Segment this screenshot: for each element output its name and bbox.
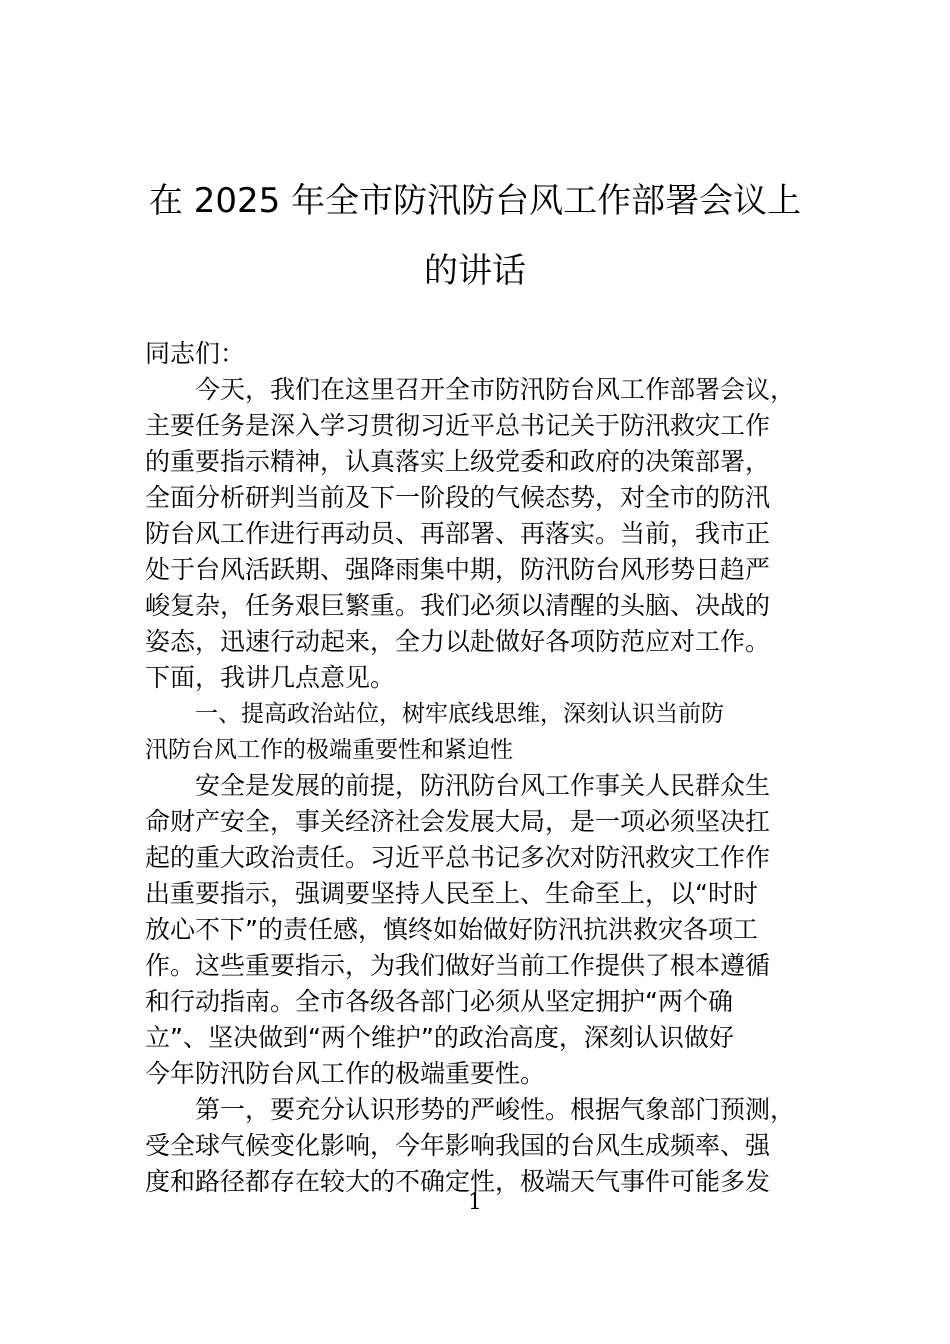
text-line: 第一，要充分认识形势的严峻性。根据气象部门预测， — [195, 1095, 796, 1124]
section-heading: 一、提高政治站位，树牢底线思维，深刻认识当前防 — [195, 701, 724, 727]
text-line: 姿态，迅速行动起来，全力以赴做好各项防范应对工作。 — [145, 627, 771, 656]
text-line: 受全球气候变化影响，今年影响我国的台风生成频率、强 — [145, 1131, 771, 1160]
document-title — [100, 166, 850, 306]
text-line: 立”、坚决做到“两个维护”的政治高度，深刻认识做好 — [145, 1023, 734, 1052]
text-line: 安全是发展的前提，防汛防台风工作事关人民群众生 — [195, 771, 771, 800]
text-line: 主要任务是深入学习贯彻习近平总书记关于防汛救灾工作 — [145, 411, 771, 440]
section-heading: 汛防台风工作的极端重要性和紧迫性 — [145, 737, 513, 763]
text-line: 今天，我们在这里召开全市防汛防台风工作部署会议， — [195, 375, 796, 404]
text-line: 度和路径都存在较大的不确定性，极端天气事件可能多发 — [145, 1167, 771, 1196]
text-line: 处于台风活跃期、强降雨集中期，防汛防台风形势日趋严 — [145, 555, 771, 584]
text-line: 和行动指南。全市各级各部门必须从坚定拥护“两个确 — [145, 987, 733, 1016]
document-body — [145, 336, 845, 1200]
title-line-1: 在 2025 年全市防汛防台风工作部署会议上 — [148, 181, 802, 221]
text-line: 峻复杂，任务艰巨繁重。我们必须以清醒的头脑、决战的 — [145, 591, 771, 620]
text-line: 起的重大政治责任。习近平总书记多次对防汛救灾工作作 — [145, 843, 771, 872]
salutation: 同志们： — [145, 339, 246, 368]
text-line: 出重要指示，强调要坚持人民至上、生命至上，以“时时 — [145, 879, 758, 908]
text-line: 的重要指示精神，认真落实上级党委和政府的决策部署， — [145, 447, 771, 476]
text-line: 作。这些重要指示，为我们做好当前工作提供了根本遵循 — [145, 951, 771, 980]
title-line-2: 的讲话 — [424, 251, 526, 291]
text-line: 今年防汛防台风工作的极端重要性。 — [145, 1059, 546, 1088]
text-line: 防台风工作进行再动员、再部署、再落实。当前，我市正 — [145, 519, 771, 548]
text-line: 下面，我讲几点意见。 — [145, 663, 396, 692]
text-line: 命财产安全，事关经济社会发展大局，是一项必须坚决扛 — [145, 807, 771, 836]
page-number: 1 — [468, 1190, 482, 1215]
text-line: 放心不下”的责任感，慎终如始做好防汛抗洪救灾各项工 — [145, 915, 758, 944]
text-line: 全面分析研判当前及下一阶段的气候态势，对全市的防汛 — [145, 483, 771, 512]
